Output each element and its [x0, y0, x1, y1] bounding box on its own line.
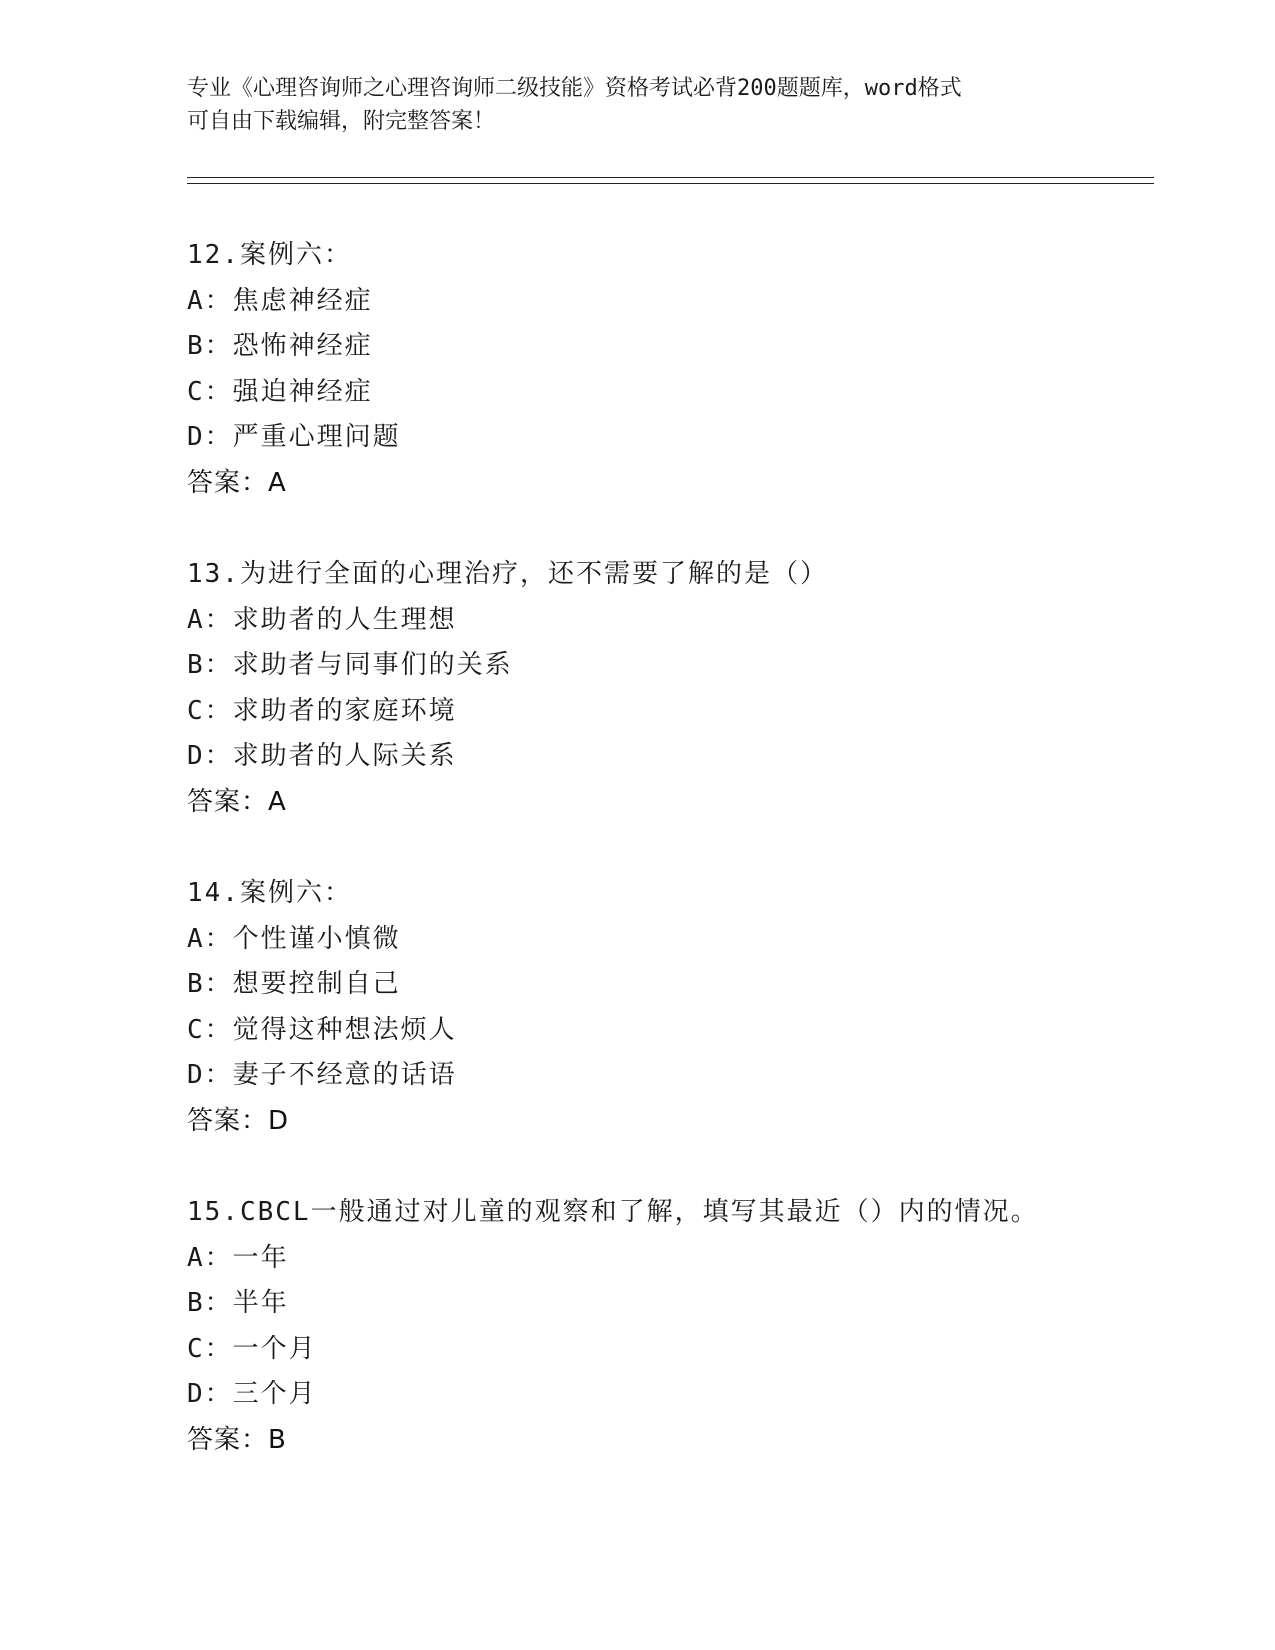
- header-line-1: 专业《心理咨询师之心理咨询师二级技能》资格考试必背200题题库，word格式: [187, 76, 962, 101]
- option-c: C：强迫神经症: [187, 376, 373, 407]
- option-b: B：想要控制自己: [187, 969, 401, 999]
- answer-label: 答案：: [187, 786, 269, 817]
- option-b: B：恐怖神经症: [187, 331, 373, 361]
- document-header: [187, 72, 1067, 138]
- option-b: B：半年: [187, 1288, 289, 1318]
- question-stem: 13.为进行全面的心理治疗，还不需要了解的是（）: [187, 559, 828, 589]
- question-stem: 12.案例六：: [187, 240, 352, 270]
- question-13: [187, 552, 1167, 825]
- question-14: [187, 871, 1167, 1144]
- answer-value: A: [268, 786, 286, 817]
- question-15: [187, 1190, 1167, 1463]
- question-list: [187, 233, 1167, 1509]
- answer-line: [187, 780, 1167, 826]
- option-a: A：个性谨小慎微: [187, 923, 401, 954]
- option-c: C：觉得这种想法烦人: [187, 1014, 457, 1045]
- answer-value: D: [268, 1105, 289, 1136]
- option-a: A：焦虑神经症: [187, 285, 373, 316]
- header-rule-bottom: [187, 183, 1154, 184]
- question-12: [187, 233, 1167, 506]
- answer-line: [187, 461, 1167, 507]
- answer-line: [187, 1418, 1167, 1464]
- question-stem: 15.CBCL一般通过对儿童的观察和了解，填写其最近（）内的情况。: [187, 1197, 1039, 1227]
- option-a: A：求助者的人生理想: [187, 604, 457, 635]
- option-d: D：严重心理问题: [187, 422, 401, 452]
- option-d: D：三个月: [187, 1379, 317, 1409]
- header-line-2: 可自由下载编辑，附完整答案！: [187, 109, 496, 134]
- option-c: C：求助者的家庭环境: [187, 695, 457, 726]
- option-c: C：一个月: [187, 1333, 317, 1364]
- option-d: D：求助者的人际关系: [187, 741, 457, 771]
- answer-label: 答案：: [187, 1105, 269, 1136]
- question-stem: 14.案例六：: [187, 878, 352, 908]
- option-d: D：妻子不经意的话语: [187, 1060, 457, 1090]
- answer-label: 答案：: [187, 467, 269, 498]
- answer-line: [187, 1099, 1167, 1145]
- option-a: A：一年: [187, 1242, 289, 1273]
- header-rule-top: [187, 177, 1154, 178]
- answer-value: A: [268, 467, 286, 498]
- answer-label: 答案：: [187, 1424, 269, 1455]
- option-b: B：求助者与同事们的关系: [187, 650, 513, 680]
- answer-value: B: [268, 1424, 286, 1455]
